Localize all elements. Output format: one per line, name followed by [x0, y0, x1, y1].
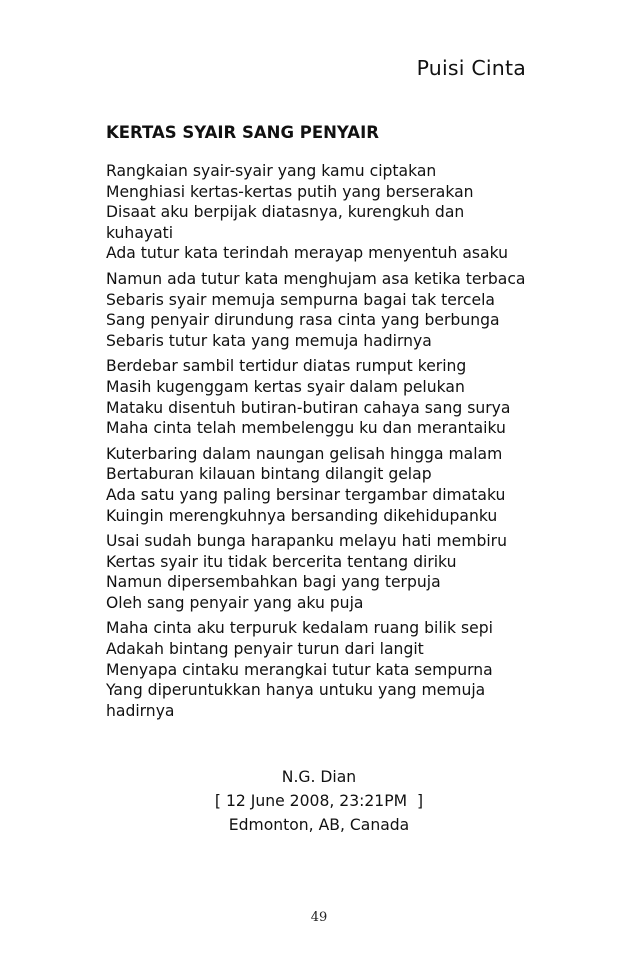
- composition-place: Edmonton, AB, Canada: [228, 816, 410, 834]
- author-name: N.G. Dian: [281, 768, 357, 786]
- poem-line: Adakah bintang penyair turun dari langit: [106, 640, 424, 659]
- poem-title: KERTAS SYAIR SANG PENYAIR: [106, 123, 379, 142]
- poem-line: Kuterbaring dalam naungan gelisah hingga malam: [106, 444, 503, 463]
- poem-line: hadirnya: [106, 701, 175, 720]
- poem-line: Namun dipersembahkan bagi yang terpuja: [106, 573, 441, 592]
- poem-line: Masih kugenggam kertas syair dalam pelukan: [106, 377, 465, 396]
- composition-date: [ 12 June 2008, 23:21PM ]: [214, 792, 424, 810]
- poem-line: Berdebar sambil tertidur diatas rumput kering: [106, 357, 467, 376]
- poem-line: Maha cinta aku terpuruk kedalam ruang bilik sepi: [106, 619, 493, 638]
- poem-line: Usai sudah bunga harapanku melayu hati membiru: [106, 532, 507, 551]
- poem-line: Menghiasi kertas-kertas putih yang berserakan: [106, 182, 474, 201]
- stanza: [106, 618, 576, 721]
- poem-line: Bertaburan kilauan bintang dilangit gelap: [106, 465, 432, 484]
- poem-line: Maha cinta telah membelenggu ku dan merantaiku: [106, 419, 506, 438]
- poem-line: kuhayati: [106, 223, 174, 242]
- poem-line: Oleh sang penyair yang aku puja: [106, 593, 364, 612]
- poem-line: Disaat aku berpijak diatasnya, kurengkuh dan: [106, 203, 465, 222]
- stanza: [106, 356, 576, 438]
- poem-line: Sang penyair dirundung rasa cinta yang berbunga: [106, 311, 500, 330]
- poem-line: Namun ada tutur kata menghujam asa ketika terbaca: [106, 269, 526, 288]
- poem-body: [106, 161, 576, 726]
- poem-line: Mataku disentuh butiran-butiran cahaya sang surya: [106, 398, 511, 417]
- stanza: [106, 269, 576, 351]
- poem-line: Sebaris syair memuja sempurna bagai tak tercela: [106, 290, 495, 309]
- poem-line: Kertas syair itu tidak bercerita tentang diriku: [106, 552, 457, 571]
- stanza: [106, 161, 576, 264]
- page-number: 49: [310, 910, 328, 925]
- signature-block: [106, 765, 532, 837]
- running-head: Puisi Cinta: [416, 56, 526, 80]
- stanza: [106, 444, 576, 526]
- poem-line: Ada tutur kata terindah merayap menyentuh asaku: [106, 244, 509, 263]
- poem-line: Rangkaian syair-syair yang kamu ciptakan: [106, 162, 437, 180]
- poem-line: Kuingin merengkuhnya bersanding dikehidupanku: [106, 506, 498, 525]
- stanza: [106, 531, 576, 613]
- poem-line: Yang diperuntukkan hanya untuku yang memuja: [106, 681, 486, 700]
- poem-line: Sebaris tutur kata yang memuja hadirnya: [106, 331, 432, 350]
- poem-line: Menyapa cintaku merangkai tutur kata sempurna: [106, 660, 493, 679]
- poem-line: Ada satu yang paling bersinar tergambar dimataku: [106, 485, 506, 504]
